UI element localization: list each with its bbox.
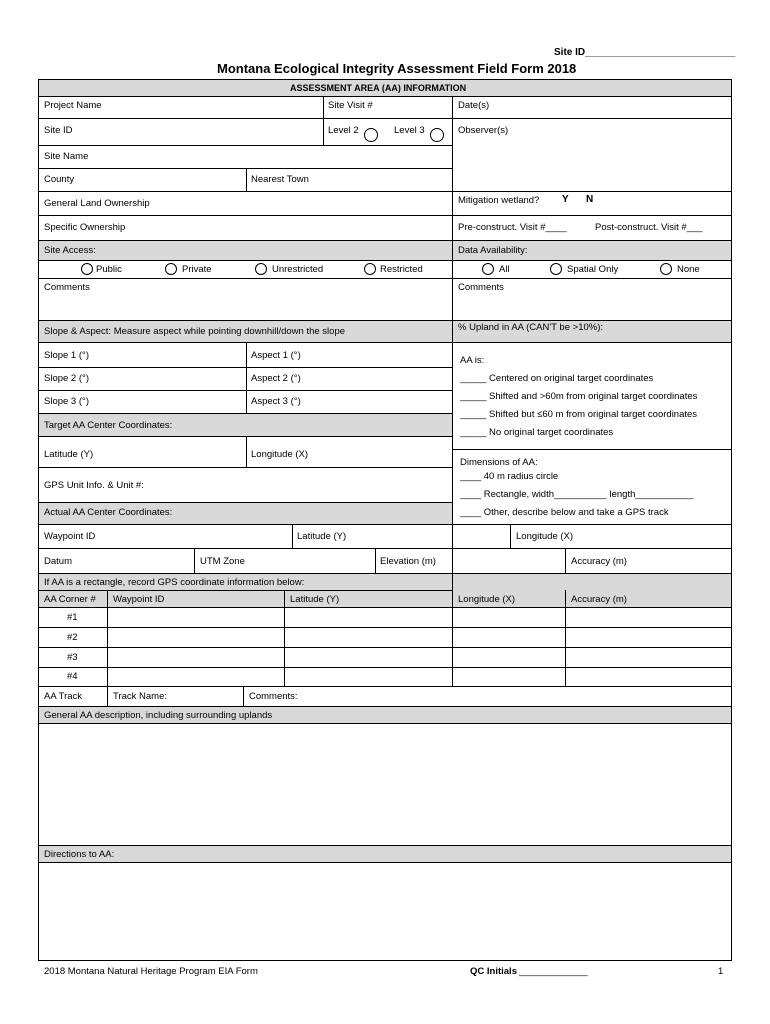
elevation-label: Elevation (m)	[380, 556, 436, 567]
data-comments-label: Comments	[458, 282, 504, 293]
data-spatial-radio[interactable]	[550, 263, 562, 275]
private-label: Private	[182, 264, 212, 275]
level2-radio[interactable]	[364, 128, 378, 142]
target-center-label: Target AA Center Coordinates:	[44, 420, 173, 431]
aa-option-shifted-over: _____ Shifted and >60m from original target coordinates	[460, 391, 698, 402]
site-id-label: Site ID	[44, 125, 73, 136]
public-radio[interactable]	[81, 263, 93, 275]
target-latitude-label: Latitude (Y)	[44, 449, 94, 460]
footer-qc-label: QC Initials	[470, 966, 517, 977]
aa-track-label: AA Track	[44, 691, 83, 702]
aa-option-shifted-under: _____ Shifted but ≤60 m from original target coordinates	[460, 409, 698, 420]
restricted-radio[interactable]	[364, 263, 376, 275]
private-radio[interactable]	[165, 263, 177, 275]
aspect3-label: Aspect 3 (°)	[251, 396, 301, 407]
track-name-label: Track Name:	[113, 691, 168, 702]
actual-longitude-label: Longitude (X)	[516, 531, 574, 542]
utm-zone-label: UTM Zone	[200, 556, 245, 567]
level2-label: Level 2	[328, 125, 359, 136]
footer-qc-blank[interactable]: _____________	[519, 966, 588, 977]
data-availability-label: Data Availability:	[458, 245, 528, 256]
restricted-label: Restricted	[380, 264, 423, 275]
mitigation-yes[interactable]: Y	[562, 194, 569, 205]
gps-row-4: #4	[67, 671, 78, 682]
aa-option-none: _____ No original target coordinates	[460, 427, 614, 438]
gps-row-2: #2	[67, 632, 78, 643]
gps-row-1: #1	[67, 612, 78, 623]
target-longitude-label: Longitude (X)	[251, 449, 309, 460]
data-all-radio[interactable]	[482, 263, 494, 275]
slope-aspect-label: Slope & Aspect: Measure aspect while pointing downhill/down the slope	[44, 326, 346, 337]
nearest-town-label: Nearest Town	[251, 174, 309, 185]
dates-label: Date(s)	[458, 100, 490, 111]
public-label: Public	[96, 264, 122, 275]
level3-label: Level 3	[394, 125, 425, 136]
dim-option-other: ____ Other, describe below and take a GPS track	[460, 507, 669, 518]
footer-program: 2018 Montana Natural Heritage Program EIA Form	[44, 966, 258, 977]
slope3-label: Slope 3 (°)	[44, 396, 89, 407]
county-label: County	[44, 174, 75, 185]
section-header: ASSESSMENT AREA (AA) INFORMATION	[290, 83, 467, 93]
level3-radio[interactable]	[430, 128, 444, 142]
aspect1-label: Aspect 1 (°)	[251, 350, 301, 361]
pre-construct-label: Pre-construct. Visit #____	[458, 222, 567, 233]
dim-option-rectangle: ____ Rectangle, width__________ length___________	[460, 489, 694, 500]
mitigation-no[interactable]: N	[586, 194, 594, 205]
gps-header-latitude: Latitude (Y)	[290, 594, 340, 605]
data-none-radio[interactable]	[660, 263, 672, 275]
data-all-label: All	[499, 264, 510, 275]
data-none-label: None	[677, 264, 700, 275]
general-description-label: General AA description, including surrounding uplands	[44, 710, 273, 721]
gps-header-longitude: Longitude (X)	[458, 594, 516, 605]
dim-option-circle: ____ 40 m radius circle	[460, 471, 559, 482]
site-name-label: Site Name	[44, 151, 89, 162]
gps-header-waypoint: Waypoint ID	[113, 594, 165, 605]
post-construct-label: Post-construct. Visit #___	[595, 222, 703, 233]
unrestricted-label: Unrestricted	[272, 264, 324, 275]
unrestricted-radio[interactable]	[255, 263, 267, 275]
dimensions-label: Dimensions of AA:	[460, 457, 538, 468]
waypoint-id-label: Waypoint ID	[44, 531, 96, 542]
site-access-band	[39, 240, 731, 260]
slope1-label: Slope 1 (°)	[44, 350, 89, 361]
aa-is-label: AA is:	[460, 355, 485, 366]
actual-center-label: Actual AA Center Coordinates:	[44, 507, 173, 518]
gps-row-3: #3	[67, 652, 78, 663]
actual-latitude-label: Latitude (Y)	[297, 531, 347, 542]
site-id-header: Site ID___________________________	[554, 47, 736, 58]
gps-table-intro: If AA is a rectangle, record GPS coordinate information below:	[44, 577, 305, 588]
access-comments-label: Comments	[44, 282, 90, 293]
general-land-ownership-label: General Land Ownership	[44, 198, 150, 209]
directions-band	[39, 845, 731, 862]
aspect2-label: Aspect 2 (°)	[251, 373, 301, 384]
gps-unit-label: GPS Unit Info. & Unit #:	[44, 480, 144, 491]
form-title: Montana Ecological Integrity Assessment Field Form 2018	[217, 61, 577, 76]
project-name-label: Project Name	[44, 100, 102, 111]
gps-header-accuracy: Accuracy (m)	[571, 594, 627, 605]
mitigation-label: Mitigation wetland?	[458, 195, 540, 206]
page-number: 1	[718, 966, 724, 977]
site-access-label: Site Access:	[44, 245, 96, 256]
observers-label: Observer(s)	[458, 125, 509, 136]
slope2-label: Slope 2 (°)	[44, 373, 89, 384]
upland-label: % Upland in AA (CAN'T be >10%):	[458, 322, 604, 333]
data-spatial-label: Spatial Only	[567, 264, 619, 275]
aa-option-centered: _____ Centered on original target coordinates	[460, 373, 654, 384]
specific-ownership-label: Specific Ownership	[44, 222, 126, 233]
datum-label: Datum	[44, 556, 72, 567]
track-comments-label: Comments:	[249, 691, 298, 702]
directions-label: Directions to AA:	[44, 849, 115, 860]
gps-header-corner: AA Corner #	[44, 594, 96, 605]
accuracy-label: Accuracy (m)	[571, 556, 627, 567]
site-visit-label: Site Visit #	[328, 100, 373, 111]
